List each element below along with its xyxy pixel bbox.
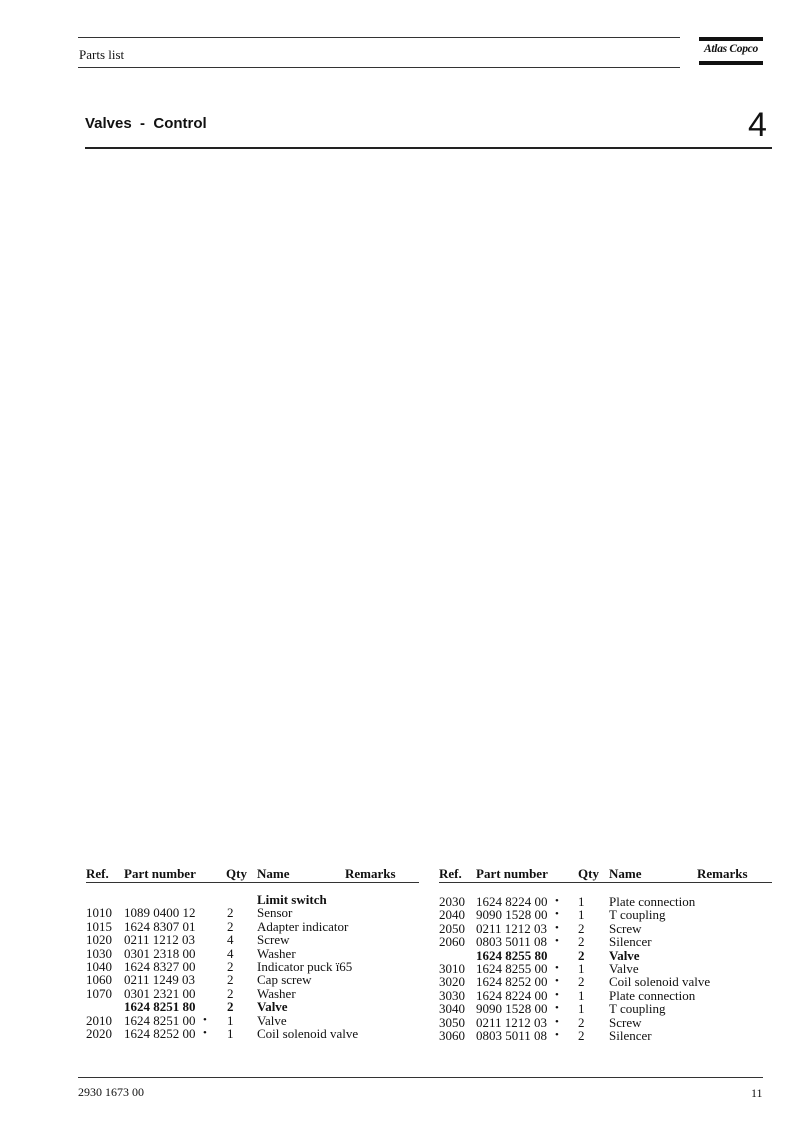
qty-cell: 2: [227, 918, 234, 934]
name-cell: Silencer: [609, 1027, 652, 1043]
marker-cell: •: [555, 961, 559, 974]
qty-cell: 2: [227, 958, 234, 974]
ref-cell: 1010: [86, 905, 112, 921]
part-number-cell: 1624 8327 00: [124, 958, 196, 974]
ref-cell: 3050: [439, 1014, 465, 1030]
name-cell: Limit switch: [257, 892, 327, 907]
col-part-number: Part number: [476, 866, 548, 881]
part-number-cell: 0211 1212 03: [476, 1014, 548, 1030]
ref-cell: 2050: [439, 920, 465, 936]
name-cell: Washer: [257, 985, 296, 1001]
header-rule-bottom: [78, 67, 680, 68]
col-part-number: Part number: [124, 866, 196, 881]
name-cell: Silencer: [609, 934, 652, 950]
ref-cell: 2060: [439, 934, 465, 950]
document-number: 2930 1673 00: [78, 1085, 144, 1099]
header-rule: [86, 882, 419, 883]
name-cell: Valve: [609, 947, 640, 963]
part-number-cell: 0803 5011 08: [476, 934, 548, 950]
marker-cell: •: [203, 1026, 207, 1039]
qty-cell: 2: [227, 985, 234, 1001]
qty-cell: 2: [578, 920, 585, 936]
marker-cell: •: [555, 1002, 559, 1015]
ref-cell: 1030: [86, 945, 112, 961]
col-name: Name: [257, 866, 290, 881]
ref-cell: 3060: [439, 1027, 465, 1043]
page-number: 11: [751, 1086, 763, 1100]
marker-cell: •: [555, 935, 559, 948]
part-number-cell: 1624 8251 80: [124, 999, 196, 1015]
ref-cell: 3030: [439, 987, 465, 1003]
qty-cell: 2: [227, 972, 234, 988]
name-cell: Coil solenoid valve: [609, 974, 711, 990]
parts-table-right: [439, 865, 772, 1043]
name-cell: Plate connection: [609, 987, 696, 1003]
qty-cell: 1: [578, 907, 585, 923]
section-title: Valves - Control: [85, 115, 207, 132]
table-header: [86, 865, 419, 885]
section-number: 4: [748, 106, 767, 144]
part-number-cell: 0301 2321 00: [124, 985, 196, 1001]
brand-logo-wordmark: Atlas Copco: [704, 43, 758, 55]
name-cell: Screw: [609, 920, 642, 936]
marker-cell: •: [555, 1015, 559, 1028]
header-title: Parts list: [79, 47, 125, 62]
ref-cell: 2020: [86, 1025, 112, 1041]
part-number-cell: 1624 8224 00: [476, 894, 548, 909]
table-header: [439, 865, 772, 885]
col-ref: Ref.: [86, 866, 109, 881]
qty-cell: 1: [578, 894, 585, 909]
part-number-cell: 0211 1212 03: [124, 932, 196, 948]
ref-cell: 1020: [86, 932, 112, 948]
qty-cell: 1: [227, 1012, 234, 1028]
part-number-cell: 9090 1528 00: [476, 1001, 548, 1017]
name-cell: Coil solenoid valve: [257, 1025, 359, 1041]
name-cell: Valve: [257, 999, 288, 1015]
qty-cell: 2: [578, 974, 585, 990]
col-remarks: Remarks: [697, 866, 748, 881]
name-cell: Adapter indicator: [257, 918, 349, 934]
col-remarks: Remarks: [345, 866, 396, 881]
name-cell: T coupling: [609, 907, 666, 923]
header-rule: [439, 882, 772, 883]
part-number-cell: 1624 8251 00: [124, 1012, 196, 1028]
qty-cell: 2: [227, 905, 234, 921]
ref-cell: 1070: [86, 985, 112, 1001]
marker-cell: •: [555, 975, 559, 988]
part-number-cell: 1624 8307 01: [124, 918, 196, 934]
name-cell: Screw: [257, 932, 290, 948]
marker-cell: •: [555, 988, 559, 1001]
qty-cell: 2: [578, 934, 585, 950]
parts-table-left: [86, 865, 419, 1041]
name-cell: Cap screw: [257, 972, 312, 988]
col-name: Name: [609, 866, 642, 881]
brand-logo: [699, 37, 763, 67]
name-cell: Washer: [257, 945, 296, 961]
qty-cell: 2: [578, 1014, 585, 1030]
part-number-cell: 1624 8224 00: [476, 987, 548, 1003]
name-cell: Plate connection: [609, 894, 696, 909]
marker-cell: •: [555, 1028, 559, 1041]
marker-cell: •: [555, 908, 559, 921]
qty-cell: 2: [578, 947, 585, 963]
part-number-cell: 0211 1249 03: [124, 972, 196, 988]
name-cell: Valve: [609, 960, 639, 976]
qty-cell: 2: [227, 999, 234, 1015]
ref-cell: 3010: [439, 960, 465, 976]
ref-cell: 2030: [439, 894, 465, 909]
part-number-cell: 1624 8252 00: [124, 1025, 196, 1041]
ref-cell: 1015: [86, 918, 112, 934]
ref-cell: 1060: [86, 972, 112, 988]
marker-cell: •: [203, 1013, 207, 1026]
qty-cell: 1: [227, 1025, 234, 1041]
name-cell: T coupling: [609, 1001, 666, 1017]
title-rule: [85, 147, 772, 149]
marker-cell: •: [555, 921, 559, 934]
part-number-cell: 1624 8255 80: [476, 947, 548, 963]
ref-cell: 2040: [439, 907, 465, 923]
qty-cell: 1: [578, 987, 585, 1003]
name-cell: Sensor: [257, 905, 293, 921]
part-number-cell: 9090 1528 00: [476, 907, 548, 923]
qty-cell: 1: [578, 960, 585, 976]
name-cell: Valve: [257, 1012, 287, 1028]
name-cell: Indicator puck ï65: [257, 958, 353, 974]
qty-cell: 4: [227, 945, 234, 961]
footer-rule: [78, 1077, 763, 1078]
qty-cell: 4: [227, 932, 234, 948]
ref-cell: 1040: [86, 958, 112, 974]
col-qty: Qty: [226, 866, 247, 881]
col-qty: Qty: [578, 866, 599, 881]
ref-cell: 3020: [439, 974, 465, 990]
part-number-cell: 0301 2318 00: [124, 945, 196, 961]
part-number-cell: 1624 8255 00: [476, 960, 548, 976]
part-number-cell: 0211 1212 03: [476, 920, 548, 936]
part-number-cell: 1089 0400 12: [124, 905, 196, 921]
col-ref: Ref.: [439, 866, 462, 881]
ref-cell: 3040: [439, 1001, 465, 1017]
name-cell: Screw: [609, 1014, 642, 1030]
marker-cell: •: [555, 895, 559, 907]
part-number-cell: 0803 5011 08: [476, 1027, 548, 1043]
qty-cell: 2: [578, 1027, 585, 1043]
header-rule-top: [78, 37, 680, 38]
part-number-cell: 1624 8252 00: [476, 974, 548, 990]
qty-cell: 1: [578, 1001, 585, 1017]
ref-cell: 2010: [86, 1012, 112, 1028]
